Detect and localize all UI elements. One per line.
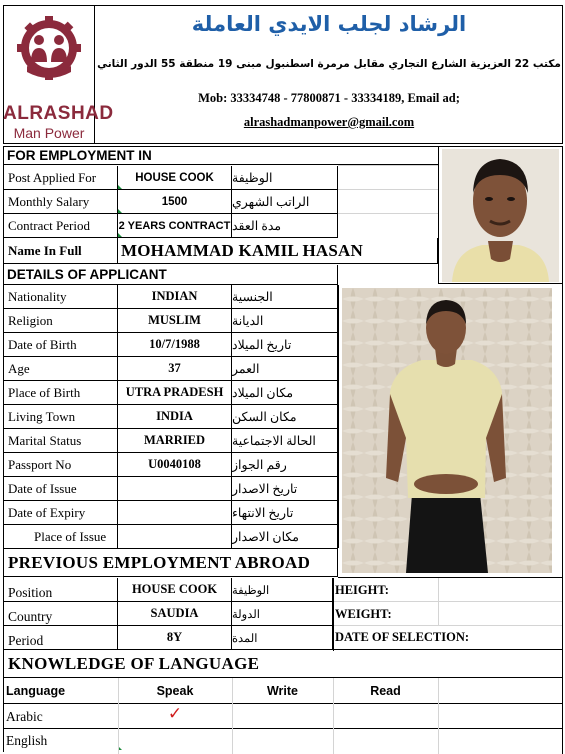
arabic-speak-check-icon: ✓ bbox=[167, 704, 183, 724]
value-prev-position: HOUSE COOK bbox=[118, 578, 232, 602]
applicant-value-9 bbox=[118, 501, 232, 525]
applicant-arabic-2: تاريخ الميلاد bbox=[232, 333, 338, 357]
applicant-label-7: Passport No bbox=[4, 453, 118, 477]
agency-logo bbox=[3, 5, 114, 144]
label-contract-period: Contract Period bbox=[4, 214, 118, 238]
applicant-label-6: Marital Status bbox=[4, 429, 118, 453]
language-section-header: KNOWLEDGE OF LANGUAGE bbox=[4, 651, 563, 678]
label-prev-country: Country bbox=[4, 602, 118, 626]
value-post-applied: HOUSE COOK bbox=[118, 166, 232, 190]
applicant-value-7: U0040108 bbox=[118, 453, 232, 477]
arabic-monthly-salary: الراتب الشهري bbox=[232, 190, 338, 214]
value-monthly-salary: 1500 bbox=[118, 190, 232, 214]
label-monthly-salary: Monthly Salary bbox=[4, 190, 118, 214]
label-height: HEIGHT: bbox=[335, 582, 389, 597]
arabic-prev-country: الدولة bbox=[232, 602, 333, 626]
label-weight: WEIGHT: bbox=[335, 606, 392, 621]
label-prev-period: Period bbox=[4, 626, 118, 650]
applicant-value-10 bbox=[118, 525, 232, 549]
applicant-arabic-6: الحالة الاجتماعية bbox=[232, 429, 338, 453]
agency-phone: Mob: 33334748 - 77800871 - 33334189, Email ad; bbox=[198, 91, 460, 105]
applicant-label-10: Place of Issue bbox=[4, 525, 118, 549]
applicant-label-5: Living Town bbox=[4, 405, 118, 429]
value-prev-country: SAUDIA bbox=[118, 602, 232, 626]
applicant-label-0: Nationality bbox=[4, 285, 118, 309]
logo-subtitle: Man Power bbox=[13, 125, 85, 141]
col-speak: Speak bbox=[156, 684, 194, 698]
applicant-value-8 bbox=[118, 477, 232, 501]
arabic-prev-position: الوظيفة bbox=[232, 578, 333, 602]
applicant-label-4: Place of Birth bbox=[4, 381, 118, 405]
arabic-contract-period: مدة العقد bbox=[232, 214, 338, 238]
applicant-value-0: INDIAN bbox=[118, 285, 232, 309]
value-prev-period: 8Y bbox=[118, 626, 232, 650]
previous-employment-header: PREVIOUS EMPLOYMENT ABROAD bbox=[4, 549, 338, 577]
applicant-value-5: INDIA bbox=[118, 405, 232, 429]
arabic-prev-period: المدة bbox=[232, 626, 333, 650]
label-name-in-full: Name In Full bbox=[4, 238, 118, 264]
applicant-full-body-photo bbox=[342, 288, 552, 573]
applicant-value-3: 37 bbox=[118, 357, 232, 381]
applicant-label-9: Date of Expiry bbox=[4, 501, 118, 525]
applicant-value-1: MUSLIM bbox=[118, 309, 232, 333]
applicant-arabic-5: مكان السكن bbox=[232, 405, 338, 429]
col-write: Write bbox=[266, 684, 299, 698]
label-post-applied: Post Applied For bbox=[4, 166, 118, 190]
applicant-value-2: 10/7/1988 bbox=[118, 333, 232, 357]
applicant-portrait-photo bbox=[442, 149, 559, 282]
col-read: Read bbox=[370, 684, 401, 698]
value-name-in-full: MOHAMMAD KAMIL HASAN bbox=[118, 238, 438, 264]
employment-section-header: FOR EMPLOYMENT IN bbox=[4, 147, 439, 165]
applicant-label-3: Age bbox=[4, 357, 118, 381]
applicant-label-8: Date of Issue bbox=[4, 477, 118, 501]
applicant-arabic-10: مكان الاصدار bbox=[232, 525, 338, 549]
col-language: Language bbox=[6, 684, 66, 698]
agency-address-arabic: مكتب 22 العزيزية الشارع التجاري مقابل مرمرة اسطنبول مبنى 19 منطقة 55 الدور الثاني bbox=[97, 58, 561, 70]
applicant-arabic-8: تاريخ الاصدار bbox=[232, 477, 338, 501]
applicant-value-4: UTRA PRADESH bbox=[118, 381, 232, 405]
agency-title-arabic: الرشاد لجلب الايدي العاملة bbox=[191, 12, 467, 36]
language-row-arabic: Arabic bbox=[6, 709, 43, 724]
applicant-arabic-0: الجنسية bbox=[232, 285, 338, 309]
applicant-section-header: DETAILS OF APPLICANT bbox=[4, 265, 338, 285]
gear-people-icon bbox=[17, 14, 81, 92]
label-prev-position: Position bbox=[4, 578, 118, 602]
agency-email[interactable]: alrashadmanpower@gmail.com bbox=[243, 115, 415, 129]
language-row-english: English bbox=[6, 733, 48, 748]
value-contract-period: 2 YEARS CONTRACT bbox=[118, 214, 232, 238]
arabic-post-applied: الوظيفة bbox=[232, 166, 338, 190]
logo-name: ALRASHAD bbox=[3, 103, 114, 124]
applicant-value-6: MARRIED bbox=[118, 429, 232, 453]
applicant-arabic-1: الديانة bbox=[232, 309, 338, 333]
applicant-arabic-4: مكان الميلاد bbox=[232, 381, 338, 405]
applicant-arabic-3: العمر bbox=[232, 357, 338, 381]
applicant-label-2: Date of Birth bbox=[4, 333, 118, 357]
applicant-arabic-7: رقم الجواز bbox=[232, 453, 338, 477]
applicant-arabic-9: تاريخ الانتهاء bbox=[232, 501, 338, 525]
applicant-label-1: Religion bbox=[4, 309, 118, 333]
label-date-of-selection: DATE OF SELECTION: bbox=[334, 626, 563, 650]
